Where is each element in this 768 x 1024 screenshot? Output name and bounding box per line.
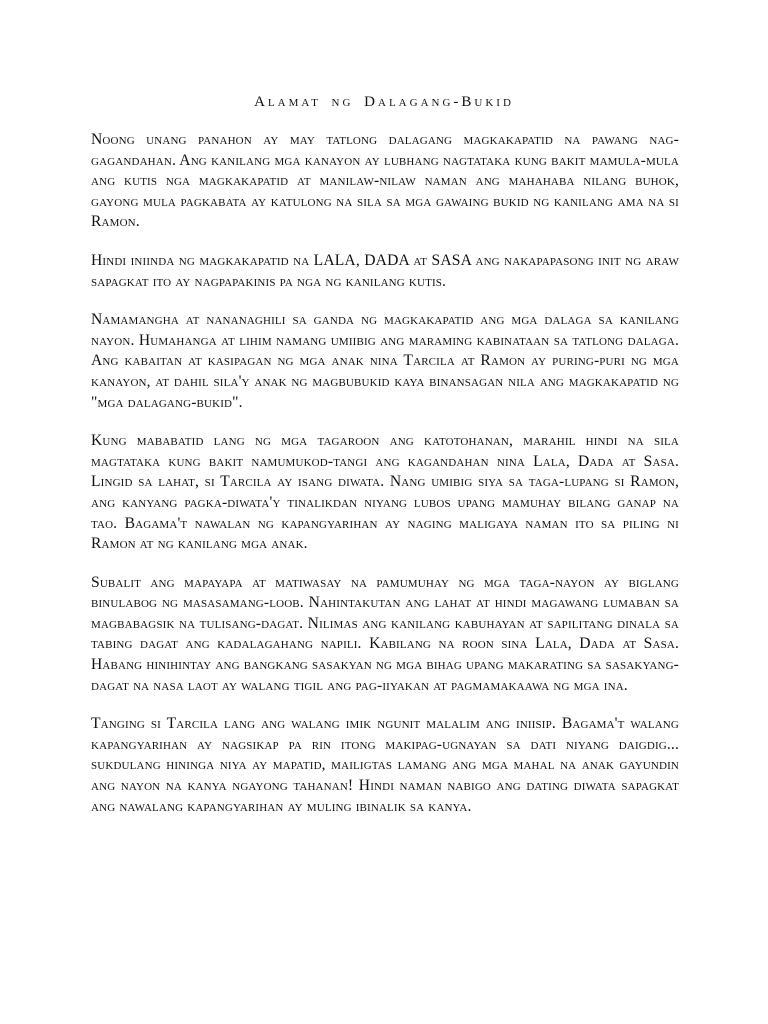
paragraph-6: Tanging si Tarcila lang ang walang imik ngunit malalim ang iniisip. Bagama't walang kapangyarihan ay nagsikap pa rin itong makipag-ugnayan sa dati niyang daigdig... sukdulang hininga niya ay mapatid, mailigtas lamang ang mga mahal na anak gayundin ang nayon na kanya ngayong tahanan! Hindi naman nabigo ang dating diwata sapagkat ang nawalang kapangyarihan ay muling ibinalik sa kanya.	[91, 715, 679, 815]
paragraph-3: Namamangha at nananaghili sa ganda ng magkakapatid ang mga dalaga sa kanilang nayon. Humahanga at lihim namang umiibig ang maraming kabinataan sa tatlong dalaga. Ang kabaitan at kasipagan ng mga anak nina Tarcila at Ramon ay puring-puri ng mga kanayon, at dahil sila'y anak ng magbubukid kaya binansagan nila ang magkakapatid ng "mga dalagang-bukid".	[91, 311, 679, 411]
document-title: Alamat ng Dalagang-Bukid	[254, 94, 514, 110]
document-body	[91, 130, 679, 835]
paragraph-1: Noong unang panahon ay may tatlong dalagang magkakapatid na pawang nag-gagandahan. Ang kanilang mga kanayon ay lubhang nagtataka kung bakit mamula-mula ang kutis nga magkakapatid at manilaw-nilaw naman ang mahahaba nilang buhok, gayong mula pagkabata ay katulong na sila sa mga gawaing bukid ng kanilang ama na si Ramon.	[91, 131, 679, 231]
paragraph-4: Kung mababatid lang ng mga tagaroon ang katotohanan, marahil hindi na sila magtataka kung bakit namumukod-tangi ang kagandahan nina Lala, Dada at Sasa. Lingid sa lahat, si Tarcila ay isang diwata. Nang umibig siya sa taga-lupang si Ramon, ang kanyang pagka-diwata'y tinalikdan niyang lubos upang mamuhay bilang ganap na tao. Bagama't nawalan ng kapangyarihan ay naging maligaya naman ito sa piling ni Ramon at ng kanilang mga anak.	[91, 432, 679, 553]
paragraph-5: Subalit ang mapayapa at matiwasay na pamumuhay ng mga taga-nayon ay biglang binulabog ng masasamang-loob. Nahintakutan ang lahat at hindi magawang lumaban sa magbabagsik na tulisang-dagat. Nilimas ang kanilang kabuhayan at sapilitang dinala sa tabing dagat ang kadalagahang napili. Kabilang na roon sina Lala, Dada at Sasa. Habang hinihintay ang bangkang sasakyan ng mga bihag upang makarating sa sasakyang-dagat na nasa laot ay walang tigil ang pag-iiyakan at pagmamakaawa ng mga ina.	[91, 573, 679, 694]
paragraph-2: Hindi iniinda ng magkakapatid na LALA, DADA at SASA ang nakapapasong init ng araw sapagkat ito ay nagpapakinis pa nga ng kanilang kutis.	[91, 251, 679, 290]
